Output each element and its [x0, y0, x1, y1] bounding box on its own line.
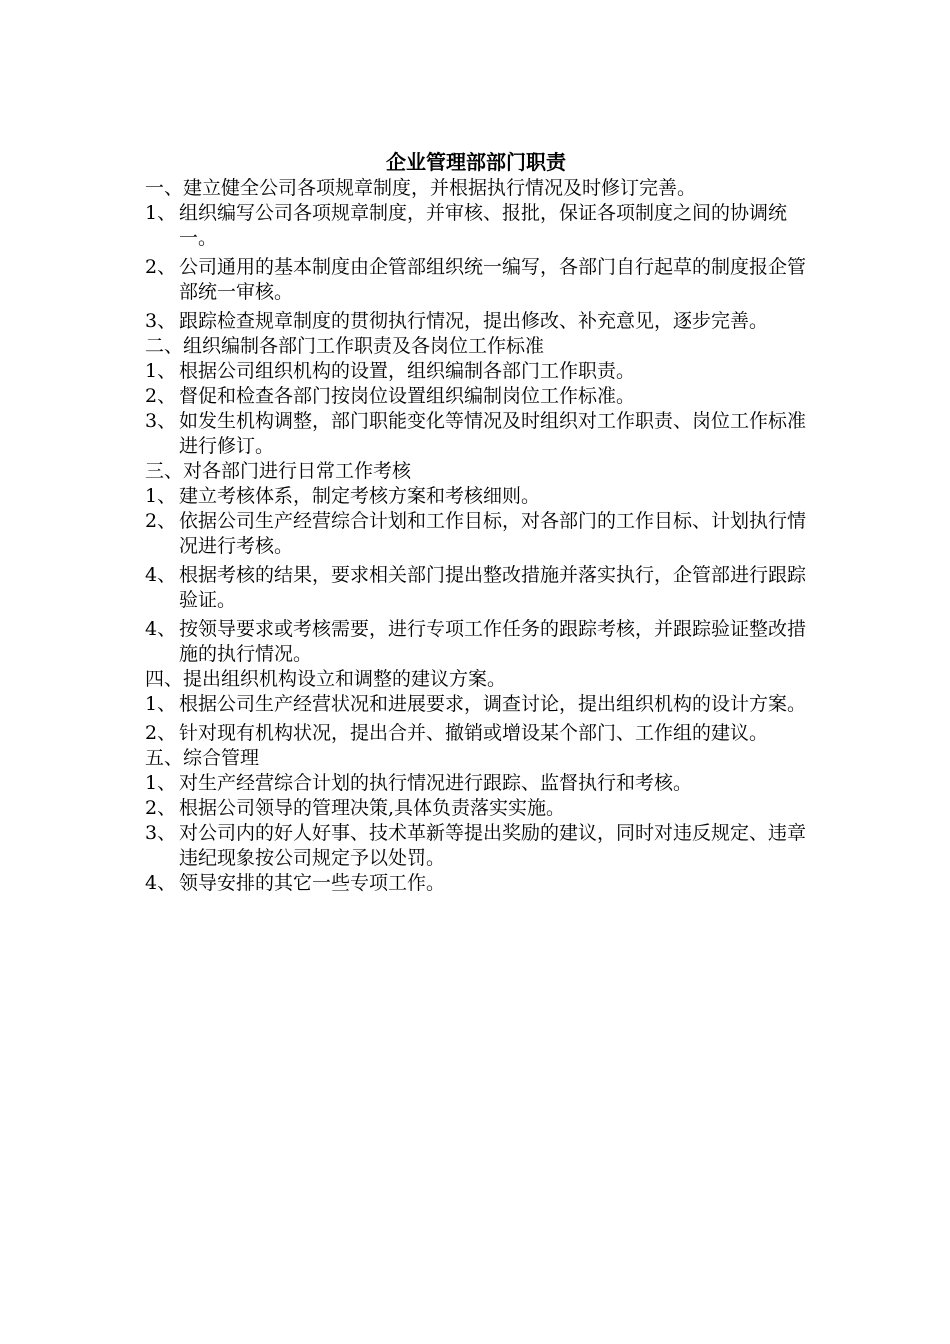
item-number: 2、 — [145, 722, 177, 744]
item-number: 2、 — [145, 510, 177, 532]
list-item — [145, 821, 807, 871]
item-text: 根据考核的结果，要求相关部门提出整改措施并落实执行，企管部进行跟踪验证。 — [179, 564, 807, 611]
list-item — [145, 484, 807, 509]
item-number: 3、 — [145, 822, 177, 844]
item-number: 1、 — [145, 202, 177, 224]
item-text: 对公司内的好人好事、技术革新等提出奖励的建议，同时对违反规定、违章违纪现象按公司规定予以处罚。 — [179, 822, 807, 869]
list-item — [145, 359, 807, 384]
section-heading-4: 四、提出组织机构设立和调整的建议方案。 — [145, 668, 507, 690]
list-item — [145, 309, 807, 334]
section-heading-2: 二、组织编制各部门工作职责及各岗位工作标准 — [145, 335, 545, 357]
item-text: 按领导要求或考核需要，进行专项工作任务的跟踪考核，并跟踪验证整改措施的执行情况。 — [179, 618, 807, 665]
item-text: 跟踪检查规章制度的贯彻执行情况，提出修改、补充意见，逐步完善。 — [179, 310, 769, 332]
list-item — [145, 384, 807, 409]
item-number: 3、 — [145, 410, 177, 432]
item-number: 4、 — [145, 564, 177, 586]
list-item — [145, 201, 807, 251]
item-number: 3、 — [145, 310, 177, 332]
item-number: 2、 — [145, 256, 177, 278]
item-number: 1、 — [145, 485, 177, 507]
list-item — [145, 771, 807, 796]
list-item — [145, 796, 807, 821]
item-text: 领导安排的其它一些专项工作。 — [179, 872, 446, 894]
item-text: 建立考核体系，制定考核方案和考核细则。 — [179, 485, 541, 507]
item-text: 如发生机构调整，部门职能变化等情况及时组织对工作职责、岗位工作标准进行修订。 — [179, 410, 807, 457]
item-number: 2、 — [145, 385, 177, 407]
item-text: 督促和检查各部门按岗位设置组织编制岗位工作标准。 — [179, 385, 636, 407]
item-number: 4、 — [145, 872, 177, 894]
item-number: 1、 — [145, 693, 177, 715]
item-text: 根据公司领导的管理决策,具体负责落实实施。 — [179, 797, 566, 819]
item-number: 1、 — [145, 360, 177, 382]
item-number: 1、 — [145, 772, 177, 794]
list-item — [145, 871, 807, 896]
item-number: 2、 — [145, 797, 177, 819]
section-heading-3: 三、对各部门进行日常工作考核 — [145, 460, 412, 482]
item-text: 公司通用的基本制度由企管部组织统一编写，各部门自行起草的制度报企管部统一审核。 — [179, 256, 807, 303]
list-item — [145, 692, 807, 717]
section-heading-1: 一、建立健全公司各项规章制度，并根据执行情况及时修订完善。 — [145, 177, 697, 199]
section-heading-5: 五、综合管理 — [145, 747, 260, 769]
list-item — [145, 563, 807, 613]
list-item — [145, 409, 807, 459]
item-text: 对生产经营综合计划的执行情况进行跟踪、监督执行和考核。 — [179, 772, 693, 794]
list-item — [145, 509, 807, 559]
list-item — [145, 721, 807, 746]
item-text: 根据公司生产经营状况和进展要求，调查讨论，提出组织机构的设计方案。 — [179, 693, 807, 715]
item-text: 依据公司生产经营综合计划和工作目标，对各部门的工作目标、计划执行情况进行考核。 — [179, 510, 807, 557]
document-page — [145, 148, 807, 896]
item-text: 组织编写公司各项规章制度，并审核、报批，保证各项制度之间的协调统一。 — [179, 202, 788, 249]
list-item — [145, 255, 807, 305]
item-text: 针对现有机构状况，提出合并、撤销或增设某个部门、工作组的建议。 — [179, 722, 769, 744]
item-text: 根据公司组织机构的设置，组织编制各部门工作职责。 — [179, 360, 636, 382]
list-item — [145, 617, 807, 667]
document-title: 企业管理部部门职责 — [386, 150, 566, 174]
item-number: 4、 — [145, 618, 177, 640]
